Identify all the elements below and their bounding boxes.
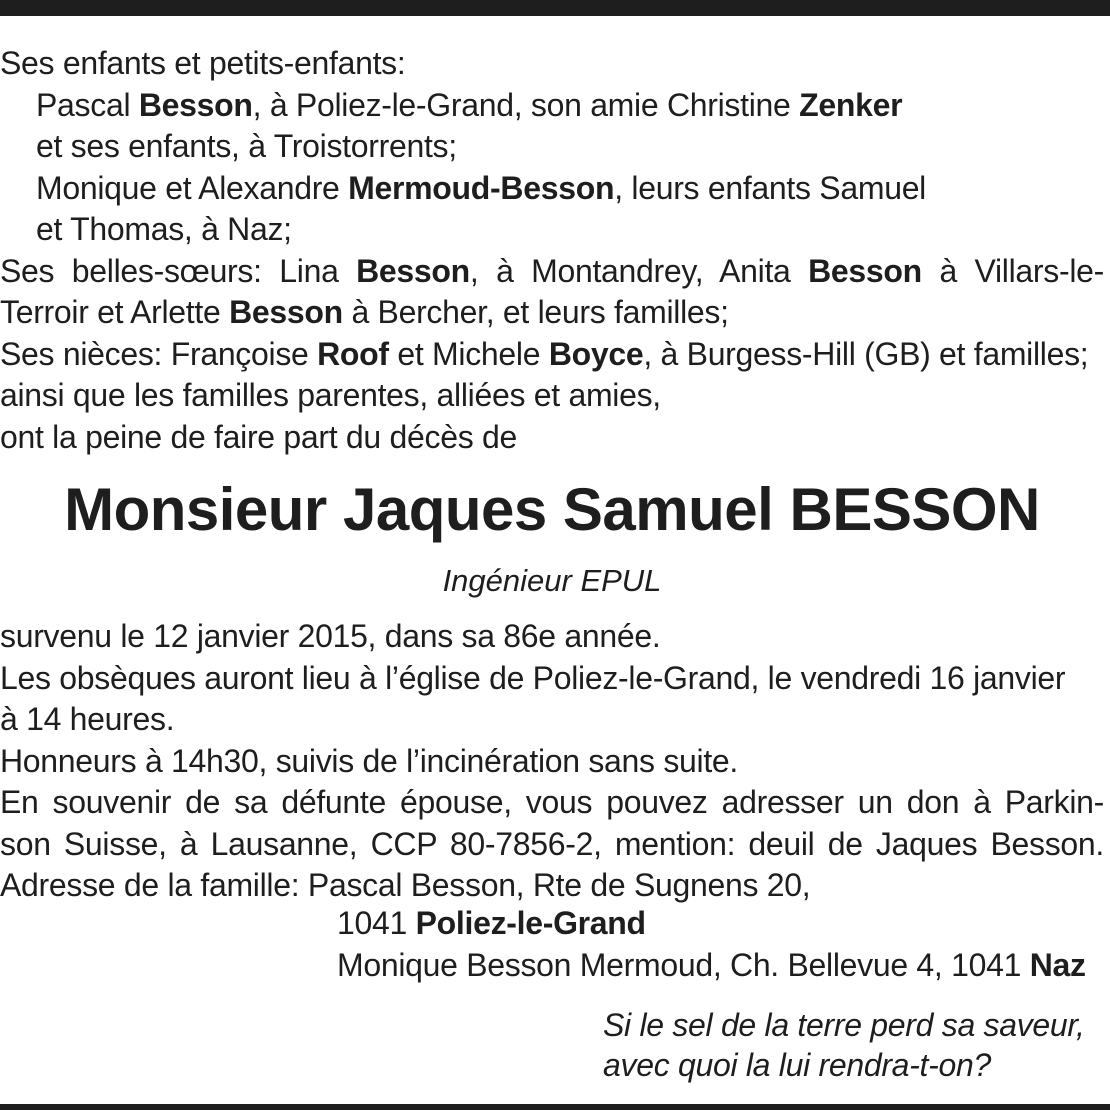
detail-line: En souvenir de sa défunte épouse, vous pouvez adresser un don à Parkin-: [0, 784, 1104, 820]
family-announcement: [0, 43, 1104, 458]
family-heading-text: Ses enfants et petits-enfants:: [0, 45, 406, 81]
locality: Poliez-le-Grand: [415, 905, 646, 941]
family-address-line: [337, 945, 1086, 987]
detail-line: Adresse de la famille: Pascal Besson, Rte de Sugnens 20,: [0, 867, 811, 903]
top-rule: [0, 0, 1110, 16]
text-run: , à Montandrey, Anita: [469, 252, 809, 289]
surname: Besson: [229, 294, 343, 330]
family-line: [0, 85, 1104, 127]
family-line: [0, 168, 1104, 210]
detail-line: Honneurs à 14h30, suivis de l’incinération sans suite.: [0, 742, 739, 779]
text-run: à Villars-le-: [921, 252, 1104, 289]
text-run: Pascal: [36, 86, 139, 123]
funeral-details: [0, 616, 1104, 907]
text-run: Monique et Alexandre: [36, 169, 349, 206]
family-line: [0, 417, 1104, 459]
text-run: Ses nièces: Françoise: [0, 335, 318, 372]
surname: Besson: [138, 86, 253, 123]
text-run: , à Burgess-Hill (GB) et familles;: [643, 335, 1089, 372]
family-address-line: [337, 903, 646, 945]
text-run: Ses belles-sœurs: Lina: [0, 252, 357, 289]
deceased-name: Monsieur Jaques Samuel BESSON: [64, 476, 1040, 543]
quote-line: Si le sel de la terre perd sa saveur,: [603, 1007, 1085, 1043]
bottom-rule: [0, 1104, 1110, 1110]
family-line: [0, 334, 1104, 376]
text-run: 1041: [337, 905, 416, 941]
text-run: , leurs enfants Samuel: [614, 169, 926, 206]
deceased-profession: Ingénieur EPUL: [442, 563, 662, 598]
text-run: Terroir et Arlette: [0, 294, 230, 330]
text-run: et Michele: [388, 335, 549, 372]
family-line: [0, 209, 1104, 251]
surname: Roof: [317, 335, 389, 372]
locality: Naz: [1029, 947, 1086, 983]
surname: Besson: [356, 252, 470, 289]
text-run: ainsi que les familles parentes, alliées et amies,: [0, 377, 661, 413]
detail-line: survenu le 12 janvier 2015, dans sa 86e année.: [0, 618, 661, 654]
text-run: et ses enfants, à Troistorrents;: [36, 128, 457, 164]
text-run: et Thomas, à Naz;: [36, 211, 292, 247]
surname: Mermoud-Besson: [348, 169, 615, 206]
detail-line: son Suisse, à Lausanne, CCP 80-7856-2, mention: deuil de Jaques Besson.: [0, 825, 1104, 862]
surname: Besson: [808, 252, 922, 289]
closing-quote: [603, 1005, 1085, 1085]
surname: Zenker: [799, 86, 903, 123]
family-line: [0, 375, 1104, 417]
family-heading: [0, 43, 1104, 85]
text-run: ont la peine de faire part du décès de: [0, 418, 517, 455]
detail-line: à 14 heures.: [0, 701, 175, 737]
text-run: à Bercher, et leurs familles;: [342, 294, 729, 330]
quote-line: avec quoi la lui rendra-t-on?: [603, 1047, 991, 1083]
family-line: [0, 126, 1104, 168]
family-line: [0, 292, 1104, 334]
family-line: [0, 251, 1104, 293]
detail-line: Les obsèques auront lieu à l’église de Poliez-le-Grand, le vendredi 16 janvier: [0, 659, 1066, 696]
text-run: , à Poliez-le-Grand, son amie Christine: [252, 86, 800, 123]
text-run: Monique Besson Mermoud, Ch. Bellevue 4, 1041: [337, 947, 1030, 983]
surname: Boyce: [548, 335, 644, 372]
